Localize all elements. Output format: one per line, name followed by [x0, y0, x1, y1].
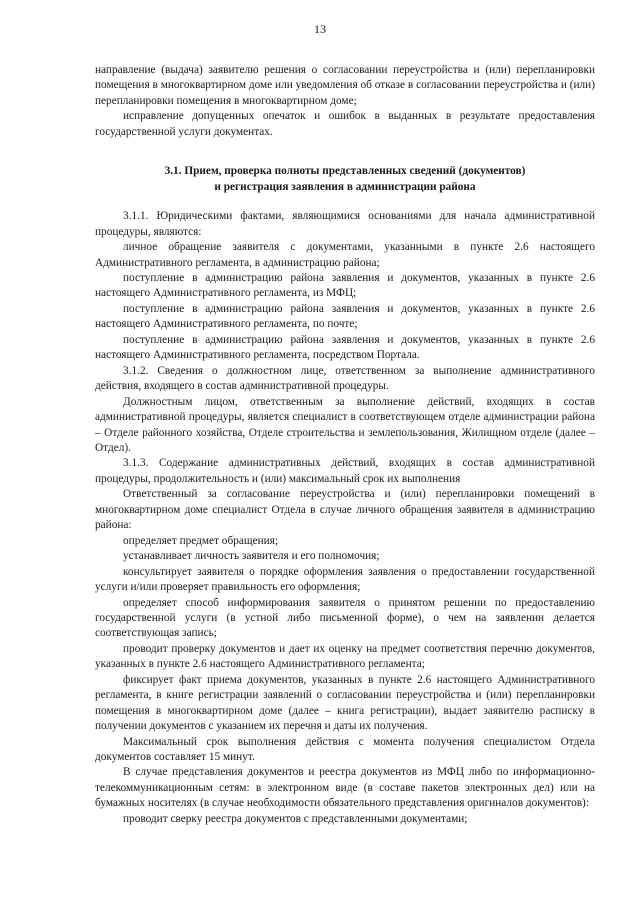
- paragraph: проводит проверку документов и дает их оценку на предмет соответствия перечню документов, указанных в пункте 2.6 настоящего Административного регламента;: [95, 642, 595, 671]
- paragraph: Максимальный срок выполнения действия с момента получения специалистом Отдела документов составляет 15 минут.: [95, 735, 595, 764]
- paragraph: 3.1.1. Юридическими фактами, являющимися основаниями для начала административной процедуры, являются:: [95, 210, 595, 238]
- section-heading-line: 3.1. Прием, проверка полноты представленных сведений (документов): [164, 165, 526, 178]
- paragraph: Ответственный за согласование переустройства и (или) перепланировки помещений в многоквартирном доме специалист Отдела в случае личного обращения заявителя в администрацию района:: [95, 488, 595, 532]
- paragraph-continuation: направление (выдача) заявителю решения о согласовании переустройства и (или) перепланировки помещения в многоквартирном доме или уведомления об отказе в согласовании переустройства и (или) перепланировки помещения в многоквартирном доме;: [95, 64, 595, 107]
- paragraph: поступление в администрацию района заявления и документов, указанных в пункте 2.6 настоящего Административного регламента, посредством Портала.: [95, 333, 595, 362]
- paragraph: исправление допущенных опечаток и ошибок в выданных в результате предоставления государственной услуги документах.: [95, 110, 595, 138]
- section-heading: [95, 164, 595, 195]
- paragraph: 3.1.2. Сведения о должностном лице, ответственном за выполнение административного действия, входящего в состав административной процедуры.: [95, 364, 595, 393]
- section-heading-line: и регистрация заявления в администрации района: [214, 180, 476, 193]
- paragraph: консультирует заявителя о порядке оформления заявления о предоставлении государственной услуги и/или проверяет правильность его оформления;: [95, 565, 595, 594]
- paragraph: проводит сверку реестра документов с представленными документами;: [123, 812, 468, 825]
- paragraph: 3.1.3. Содержание административных действий, входящих в состав административной процедуры, продолжительность и (или) максимальный срок их выполнения: [95, 457, 595, 485]
- paragraph: поступление в администрацию района заявления и документов, указанных в пункте 2.6 настоящего Административного регламента, по почте;: [95, 302, 595, 331]
- document-body: [95, 63, 595, 827]
- paragraph: личное обращение заявителя с документами, указанными в пункте 2.6 настоящего Административного регламента, в администрацию района;: [95, 241, 595, 269]
- paragraph: поступление в администрацию района заявления и документов, указанных в пункте 2.6 настоящего Административного регламента, из МФЦ;: [95, 271, 595, 300]
- paragraph: устанавливает личность заявителя и его полномочия;: [123, 550, 380, 563]
- page-number: 13: [314, 22, 326, 36]
- paragraph: фиксирует факт приема документов, указанных в пункте 2.6 настоящего Административного регламента, в книге регистрации заявлений о согласовании переустройства и (или) перепланировки помещения в многоквартирном доме (далее – книга регистрации), выдает заявителю расписку в получении документов с указанием их перечня и даты их получения.: [95, 673, 595, 733]
- paragraph: Должностным лицом, ответственным за выполнение действий, входящих в состав административной процедуры, является специалист в соответствующем отделе администрации района – Отделе районного хозяйства, Отделе строительства и землепользования, Жилищном отделе (далее – Отдел).: [95, 395, 595, 454]
- paragraph: определяет предмет обращения;: [123, 534, 279, 547]
- paragraph: определяет способ информирования заявителя о принятом решении по предоставлению государственной услуги (в устной либо письменной форме), о чем на заявлении делается соответствующая запись;: [95, 596, 595, 640]
- paragraph: В случае представления документов и реестра документов из МФЦ либо по информационно-телекоммуникационным сетям: в электронном виде (в составе пакетов электронных дел) или на бумажных носителях (в случае необходимости обязательного представления оригиналов документов):: [95, 766, 595, 810]
